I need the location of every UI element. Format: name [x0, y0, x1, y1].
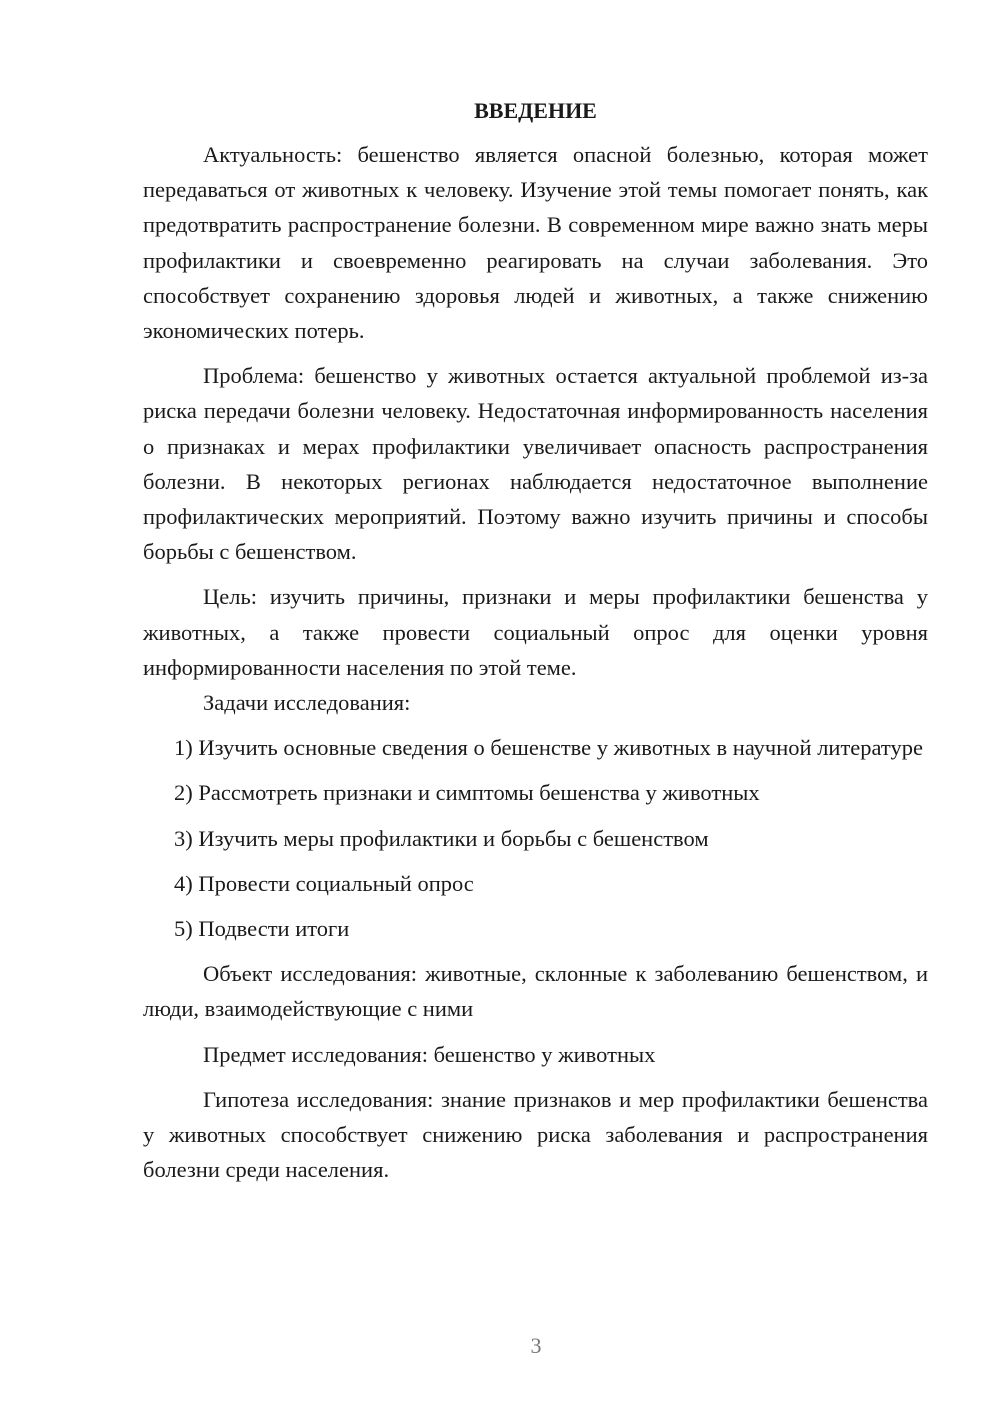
relevance-paragraph: Актуальность: бешенство является опасной болезнью, которая может передаваться от животных к человеку. Изучение этой темы помогает понять, как предотвратить распространение болезни. В современном мире важно знать меры профилактики и своевременно реагировать на случаи заболевания. Это способствует сохранению здоровья людей и животных, а также снижению экономических потерь. [143, 142, 928, 344]
hypothesis-paragraph: Гипотеза исследования: знание признаков и мер профилактики бешенства у животных способствует снижению риска заболевания и распространения болезни среди населения. [143, 1086, 928, 1183]
page-number: 3 [530, 1333, 542, 1358]
task-item-2: 2) Рассмотреть признаки и симптомы бешенства у животных [174, 780, 760, 806]
goal-paragraph: Цель: изучить причины, признаки и меры профилактики бешенства у животных, а также провести социальный опрос для оценки уровня информированности населения по этой теме. [143, 584, 928, 680]
object-paragraph: Объект исследования: животные, склонные к заболеванию бешенством, и люди, взаимодействующие с ними [143, 961, 928, 1022]
task-item-3: 3) Изучить меры профилактики и борьбы с бешенством [174, 825, 709, 851]
task-item-1: 1) Изучить основные сведения о бешенстве у животных в научной литературе [174, 735, 923, 761]
section-heading: ВВЕДЕНИЕ [474, 98, 597, 123]
task-item-4: 4) Провести социальный опрос [174, 870, 474, 896]
document-body [143, 94, 928, 1187]
task-item-5: 5) Подвести итоги [174, 916, 350, 942]
tasks-title: Задачи исследования: [203, 690, 411, 716]
problem-paragraph: Проблема: бешенство у животных остается актуальной проблемой из-за риска передачи болезни человеку. Недостаточная информированность населения о признаках и мерах профилактики увеличивает опасность распространения болезни. В некоторых регионах наблюдается недостаточное выполнение профилактических мероприятий. Поэтому важно изучить причины и способы борьбы с бешенством. [143, 363, 928, 565]
subject-paragraph: Предмет исследования: бешенство у животных [203, 1041, 656, 1067]
